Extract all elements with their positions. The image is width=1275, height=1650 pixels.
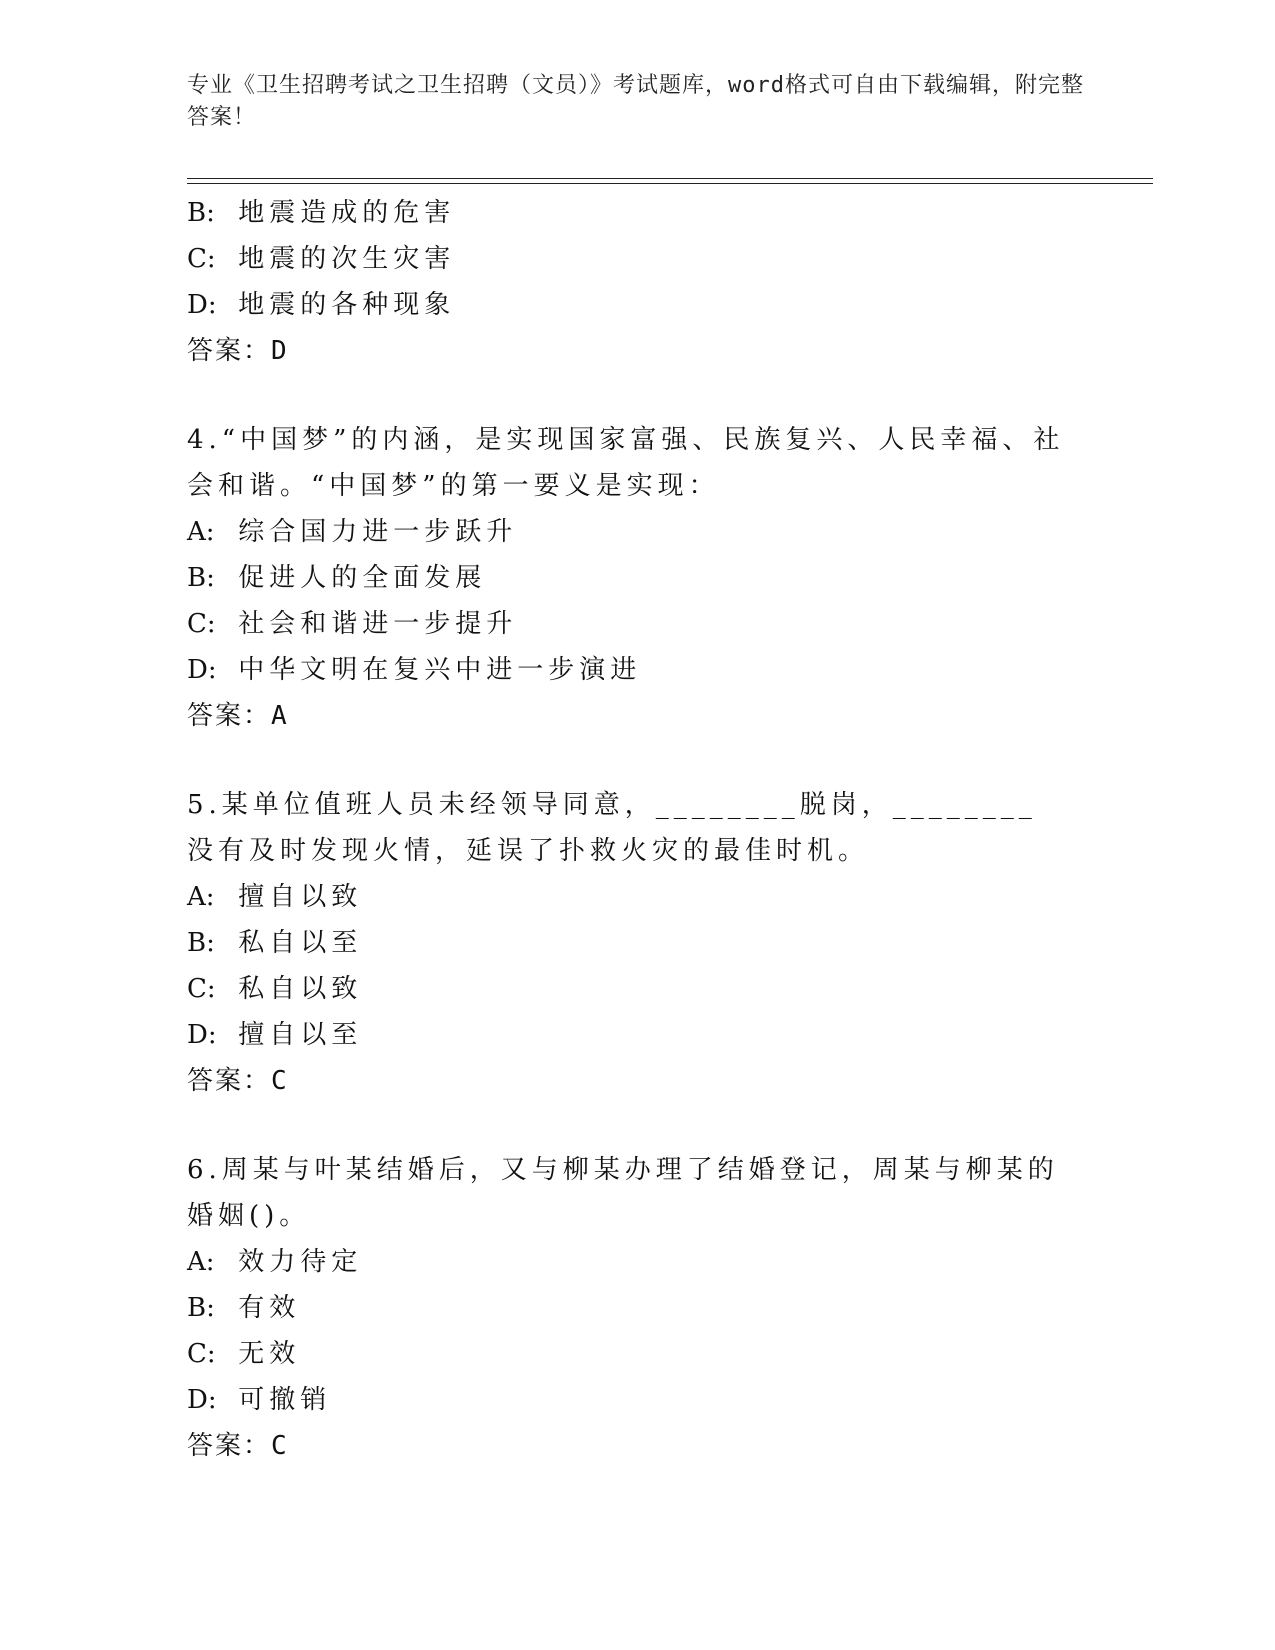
option-text: 效力待定: [238, 1247, 363, 1277]
question-content: [187, 190, 1067, 1469]
option-d: [187, 1012, 1067, 1058]
option-label: C:: [187, 244, 216, 274]
option-label: D:: [187, 1020, 217, 1050]
option-a: [187, 509, 1067, 555]
option-text: 可撤销: [238, 1385, 332, 1415]
question-4: [187, 417, 1067, 739]
answer-line: 答案：D: [187, 336, 289, 366]
option-b: [187, 1285, 1067, 1331]
option-label: A:: [187, 517, 215, 547]
option-label: C:: [187, 609, 216, 639]
option-text: 有效: [238, 1293, 301, 1323]
header-rule-top: [187, 178, 1153, 179]
option-label: B:: [187, 1293, 215, 1323]
option-label: B:: [187, 198, 215, 228]
option-text: 促进人的全面发展: [238, 563, 487, 593]
option-label: A:: [187, 882, 215, 912]
option-d: [187, 647, 1067, 693]
option-text: 中华文明在复兴中进一步演进: [238, 655, 642, 685]
option-b: [187, 555, 1067, 601]
question-stem: 4.“中国梦”的内涵，是实现国家富强、民族复兴、人民幸福、社会和谐。“中国梦”的第一要义是实现：: [187, 425, 1065, 501]
option-text: 地震的次生灾害: [238, 244, 456, 274]
document-header: 专业《卫生招聘考试之卫生招聘（文员）》考试题库，word格式可自由下载编辑，附完整答案！: [187, 73, 1084, 130]
answer-line: 答案：A: [187, 701, 289, 731]
option-label: C:: [187, 1339, 216, 1369]
option-b: [187, 920, 1067, 966]
answer-line: 答案：C: [187, 1431, 289, 1461]
option-text: 地震造成的危害: [238, 198, 456, 228]
header-rule-bottom: [187, 183, 1153, 184]
option-label: D:: [187, 290, 217, 320]
continued-question: [187, 190, 1067, 374]
question-5: [187, 782, 1067, 1104]
option-c: [187, 966, 1067, 1012]
option-text: 综合国力进一步跃升: [238, 517, 518, 547]
option-label: D:: [187, 1385, 217, 1415]
option-text: 地震的各种现象: [238, 290, 456, 320]
option-label: B:: [187, 928, 215, 958]
option-label: C:: [187, 974, 216, 1004]
option-text: 擅自以至: [238, 1020, 363, 1050]
option-a: [187, 1239, 1067, 1285]
option-b: [187, 190, 1067, 236]
question-stem: 6.周某与叶某结婚后，又与柳某办理了结婚登记，周某与柳某的婚姻()。: [187, 1155, 1059, 1231]
option-label: A:: [187, 1247, 215, 1277]
option-d: [187, 1377, 1067, 1423]
option-d: [187, 282, 1067, 328]
option-label: D:: [187, 655, 217, 685]
option-c: [187, 236, 1067, 282]
question-6: [187, 1147, 1067, 1469]
option-text: 无效: [238, 1339, 301, 1369]
option-text: 私自以至: [238, 928, 363, 958]
option-label: B:: [187, 563, 215, 593]
option-text: 擅自以致: [238, 882, 363, 912]
option-text: 社会和谐进一步提升: [238, 609, 518, 639]
option-text: 私自以致: [238, 974, 363, 1004]
option-a: [187, 874, 1067, 920]
option-c: [187, 1331, 1067, 1377]
answer-line: 答案：C: [187, 1066, 289, 1096]
option-c: [187, 601, 1067, 647]
question-stem: 5.某单位值班人员未经领导同意，________脱岗，________没有及时发现火情，延误了扑救火灾的最佳时机。: [187, 790, 1037, 866]
